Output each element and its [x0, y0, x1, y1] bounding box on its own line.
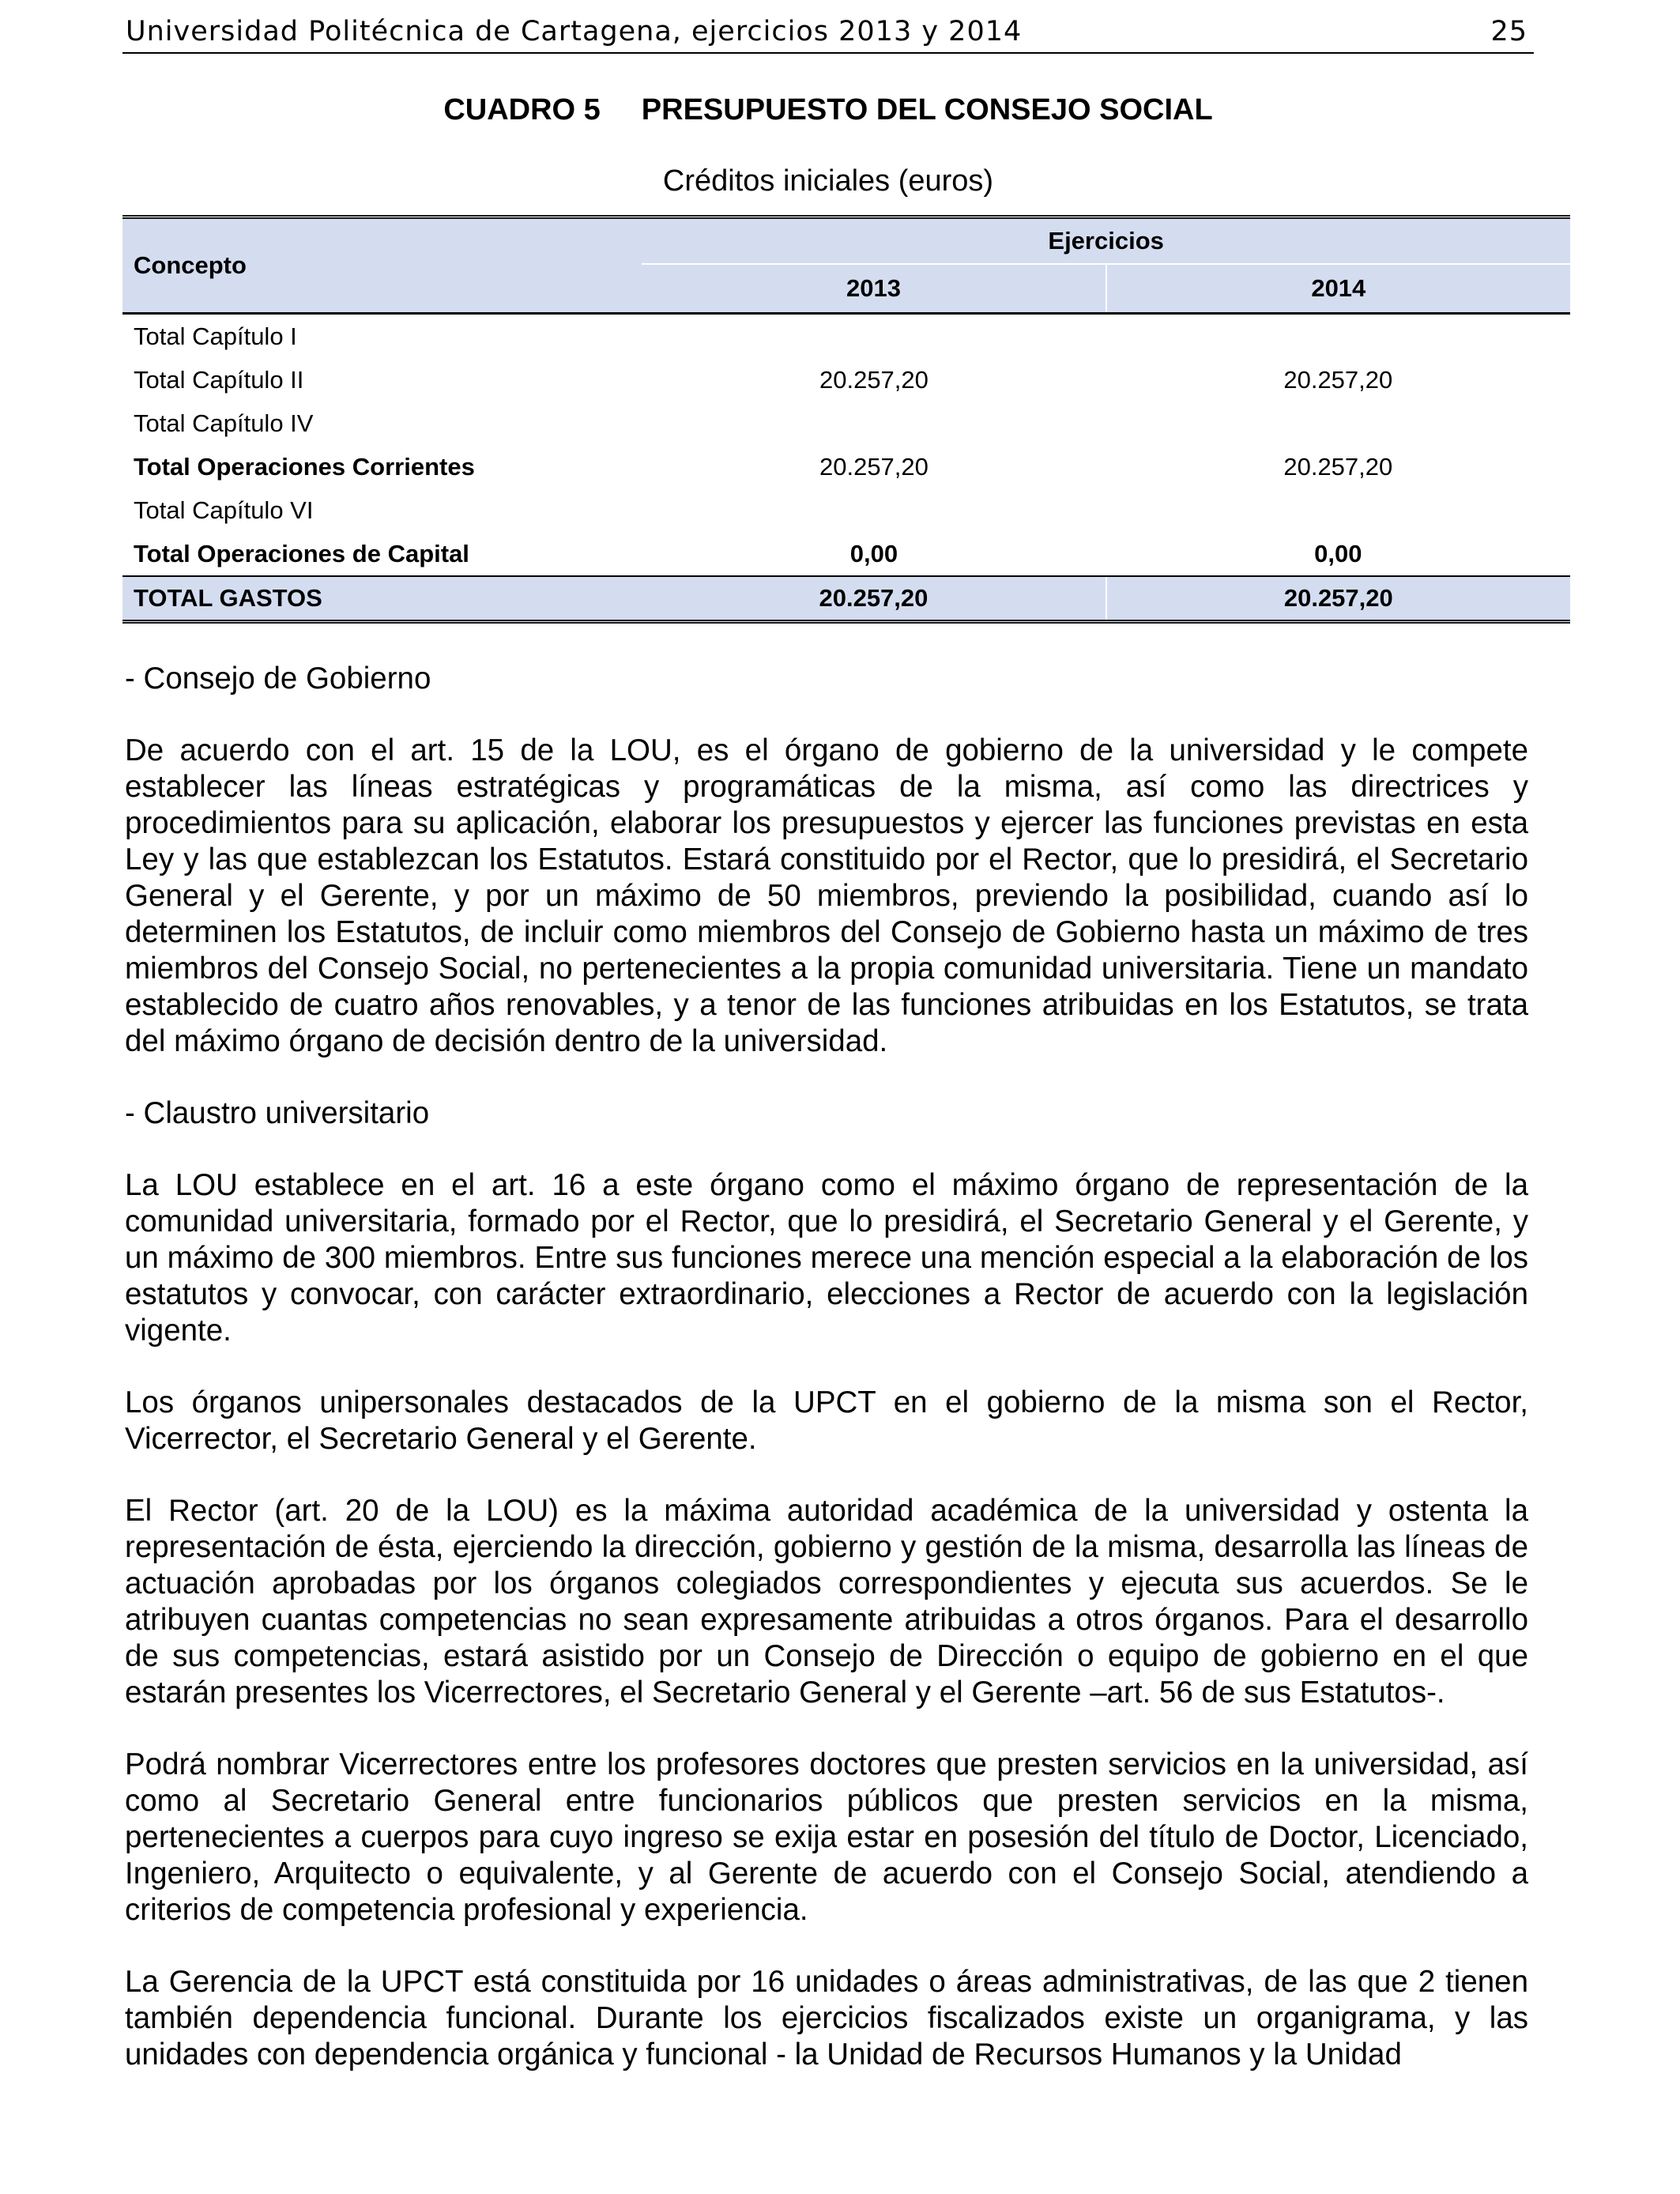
table-row: [122, 532, 1570, 576]
table-row: [122, 488, 1570, 532]
section-heading-consejo-gobierno: - Consejo de Gobierno: [125, 662, 431, 696]
body-text: [125, 661, 1528, 2073]
table-title-text: PRESUPUESTO DEL CONSEJO SOCIAL: [641, 93, 1213, 126]
row-value-2014: [1106, 314, 1570, 359]
row-value-2013: 0,00: [642, 532, 1106, 576]
table-subtitle: Créditos iniciales (euros): [662, 164, 994, 198]
total-row: [122, 576, 1570, 622]
table-row: [122, 358, 1570, 401]
row-concept: Total Capítulo IV: [134, 409, 314, 437]
row-concept: Total Capítulo I: [134, 322, 297, 350]
total-value-2014: 20.257,20: [1106, 576, 1570, 622]
row-value-2013: [642, 401, 1106, 445]
row-concept: Total Capítulo VI: [134, 496, 314, 524]
paragraph: La LOU establece en el art. 16 a este órgano como el máximo órgano de representación de la comunidad universitaria, formado por el Rector, que lo presidirá, el Secretario General y el Gerente, y un máximo de 300 miembros. Entre sus funciones merece una mención especial a la elaboración de los estatutos y convocar, con carácter extraordinario, elecciones a Rector de acuerdo con la legislación vigente.: [125, 1168, 1528, 1348]
row-value-2014: 0,00: [1106, 532, 1570, 576]
section-heading-claustro: - Claustro universitario: [125, 1096, 430, 1130]
table-number: CUADRO 5: [443, 93, 601, 126]
row-value-2013: 20.257,20: [819, 452, 929, 481]
row-concept: Total Capítulo II: [134, 365, 304, 394]
table-header-row: [122, 217, 1570, 265]
row-value-2013: [642, 314, 1106, 359]
row-value-2014: [1106, 488, 1570, 532]
table-row: [122, 401, 1570, 445]
row-concept: Total Operaciones de Capital: [122, 532, 642, 576]
row-value-2014: 20.257,20: [1283, 365, 1393, 394]
row-value-2013: [642, 488, 1106, 532]
table-row: [122, 314, 1570, 359]
concept-header: Concepto: [122, 217, 642, 314]
running-title: Universidad Politécnica de Cartagena, ejercicios 2013 y 2014: [126, 16, 1023, 47]
paragraph: De acuerdo con el art. 15 de la LOU, es el órgano de gobierno de la universidad y le compete establecer las líneas estratégicas y programáticas de la misma, así como las directrices y procedimientos para su aplicación, elaborar los presupuestos y ejercer las funciones previstas en esta Ley y las que establezcan los Estatutos. Estará constituido por el Rector, que lo presidirá, el Secretario General y el Gerente, y por un máximo de 50 miembros, previendo la posibilidad, cuando así lo determinen los Estatutos, de incluir como miembros del Consejo de Gobierno hasta un máximo de tres miembros del Consejo Social, no pertenecientes a la propia comunidad universitaria. Tiene un mandato establecido de cuatro años renovables, y a tenor de las funciones atribuidas en los Estatutos, se trata del máximo órgano de decisión dentro de la universidad.: [125, 733, 1528, 1058]
group-header: Ejercicios: [642, 217, 1570, 265]
row-value-2013: 20.257,20: [819, 365, 929, 394]
page-number: 25: [1490, 16, 1527, 47]
row-concept: Total Operaciones Corrientes: [134, 452, 475, 481]
total-value-2013: 20.257,20: [642, 576, 1106, 622]
year-header-2014: 2014: [1106, 264, 1570, 314]
table-row: [122, 445, 1570, 488]
year-header-2013: 2013: [642, 264, 1106, 314]
table-title: [122, 93, 1534, 127]
paragraph: La Gerencia de la UPCT está constituida por 16 unidades o áreas administrativas, de las que 2 tienen también dependencia funcional. Durante los ejercicios fiscalizados existe un organigrama, y las unidades con dependencia orgánica y funcional - la Unidad de Recursos Humanos y la Unidad: [125, 1965, 1528, 2071]
total-concept: TOTAL GASTOS: [122, 576, 642, 622]
row-value-2014: 20.257,20: [1283, 452, 1393, 481]
paragraph: El Rector (art. 20 de la LOU) es la máxima autoridad académica de la universidad y ostenta la representación de ésta, ejerciendo la dirección, gobierno y gestión de la misma, desarrolla las líneas de actuación aprobadas por los órganos colegiados correspondientes y ejecuta sus acuerdos. Se le atribuyen cuantas competencias no sean expresamente atribuidas a otros órganos. Para el desarrollo de sus competencias, estará asistido por un Consejo de Dirección o equipo de gobierno en el que estarán presentes los Vicerrectores, el Secretario General y el Gerente –art. 56 de sus Estatutos-.: [125, 1494, 1528, 1710]
paragraph: Podrá nombrar Vicerrectores entre los profesores doctores que presten servicios en la universidad, así como al Secretario General entre funcionarios públicos que presten servicios en la misma, pertenecientes a cuerpos para cuyo ingreso se exija estar en posesión del título de Doctor, Licenciado, Ingeniero, Arquitecto o equivalente, y al Gerente de acuerdo con el Consejo Social, atendiendo a criterios de competencia profesional y experiencia.: [125, 1747, 1528, 1927]
paragraph: Los órganos unipersonales destacados de la UPCT en el gobierno de la misma son el Rector, Vicerrector, el Secretario General y el Gerente.: [125, 1385, 1528, 1456]
page-header: [122, 14, 1534, 54]
budget-table: [122, 215, 1570, 624]
row-value-2014: [1106, 401, 1570, 445]
